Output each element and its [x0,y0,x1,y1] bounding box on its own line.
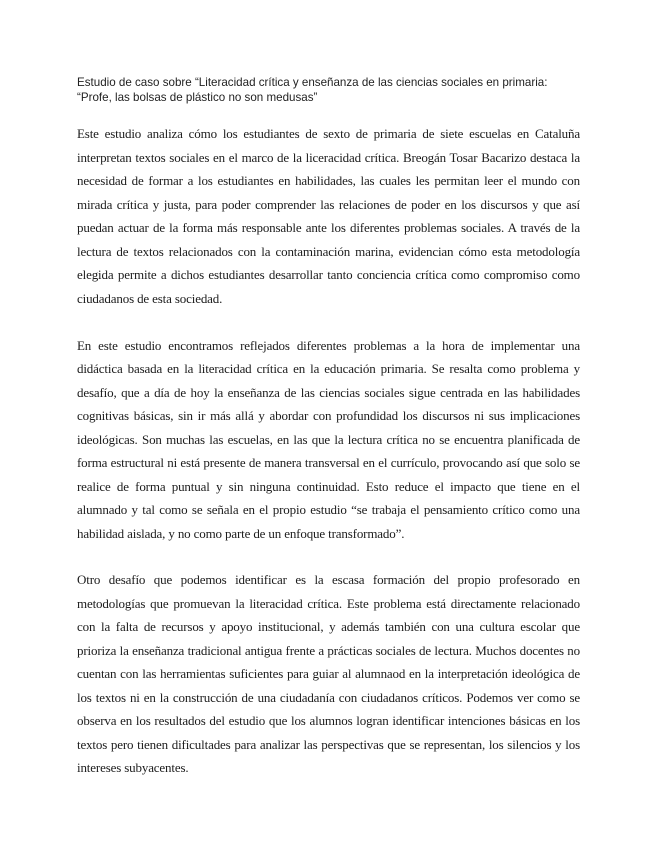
paragraph-2: En este estudio encontramos reflejados diferentes problemas a la hora de implementar una didáctica basada en la literacidad crítica en la educación primaria. Se resalta como problema y desafío, que a día de hoy la enseñanza de las ciencias sociales sigue centrada en las habilidades cognitivas básicas, sin ir más allá y abordar con profundidad los discursos ni sus implicaciones ideológicas. Son muchas las escuelas, en las que la lectura crítica no se encuentra planificada de forma estructural ni está presente de manera transversal en el currículo, provocando así que solo se realice de forma puntual y sin ninguna continuidad. Esto reduce el impacto que tiene en el alumnado y tal como se señala en el propio estudio “se trabaja el pensamiento crítico como una habilidad aislada, y no como parte de un enfoque transformado”. [77,337,580,541]
paragraph-3: Otro desafío que podemos identificar es la escasa formación del propio profesorado en metodologías que promuevan la literacidad crítica. Este problema está directamente relacionado con la falta de recursos y apoyo institucional, y además también con una cultura escolar que prioriza la enseñanza tradicional antigua frente a prácticas sociales de lectura. Muchos docentes no cuentan con las herramientas suficientes para guiar al alumnaod en la interpretación ideológica de los textos ni en la construcción de una ciudadanía con ciudadanos críticos. Podemos ver como se observa en los resultados del estudio que los alumnos logran identificar intenciones básicas en los textos pero tienen dificultades para analizar las perspectivas que se representan, los silencios y los intereses subyacentes. [77,572,580,775]
document-title [77,76,582,105]
document-body [77,122,580,803]
document-title-line-2: “Profe, las bolsas de plástico no son medusas” [77,90,318,104]
paragraph-1: Este estudio analiza cómo los estudiantes de sexto de primaria de siete escuelas en Cataluña interpretan textos sociales en el marco de la liceracidad crítica. Breogán Tosar Bacarizo destaca la necesidad de formar a los estudiantes en habilidades, las cuales les permitan leer el mundo con mirada crítica y justa, para poder comprender las relaciones de poder en los discursos y que así puedan actuar de la forma más responsable ante los diferentes problemas sociales. A través de la lectura de textos relacionados con la contaminación marina, evidencian cómo esta metodología elegida permite a dichos estudiantes desarrollar tanto conciencia crítica como compromiso como ciudadanos de esta sociedad. [77,126,580,306]
document-title-line-1: Estudio de caso sobre “Literacidad crítica y enseñanza de las ciencias sociales en primaria: [77,76,548,89]
